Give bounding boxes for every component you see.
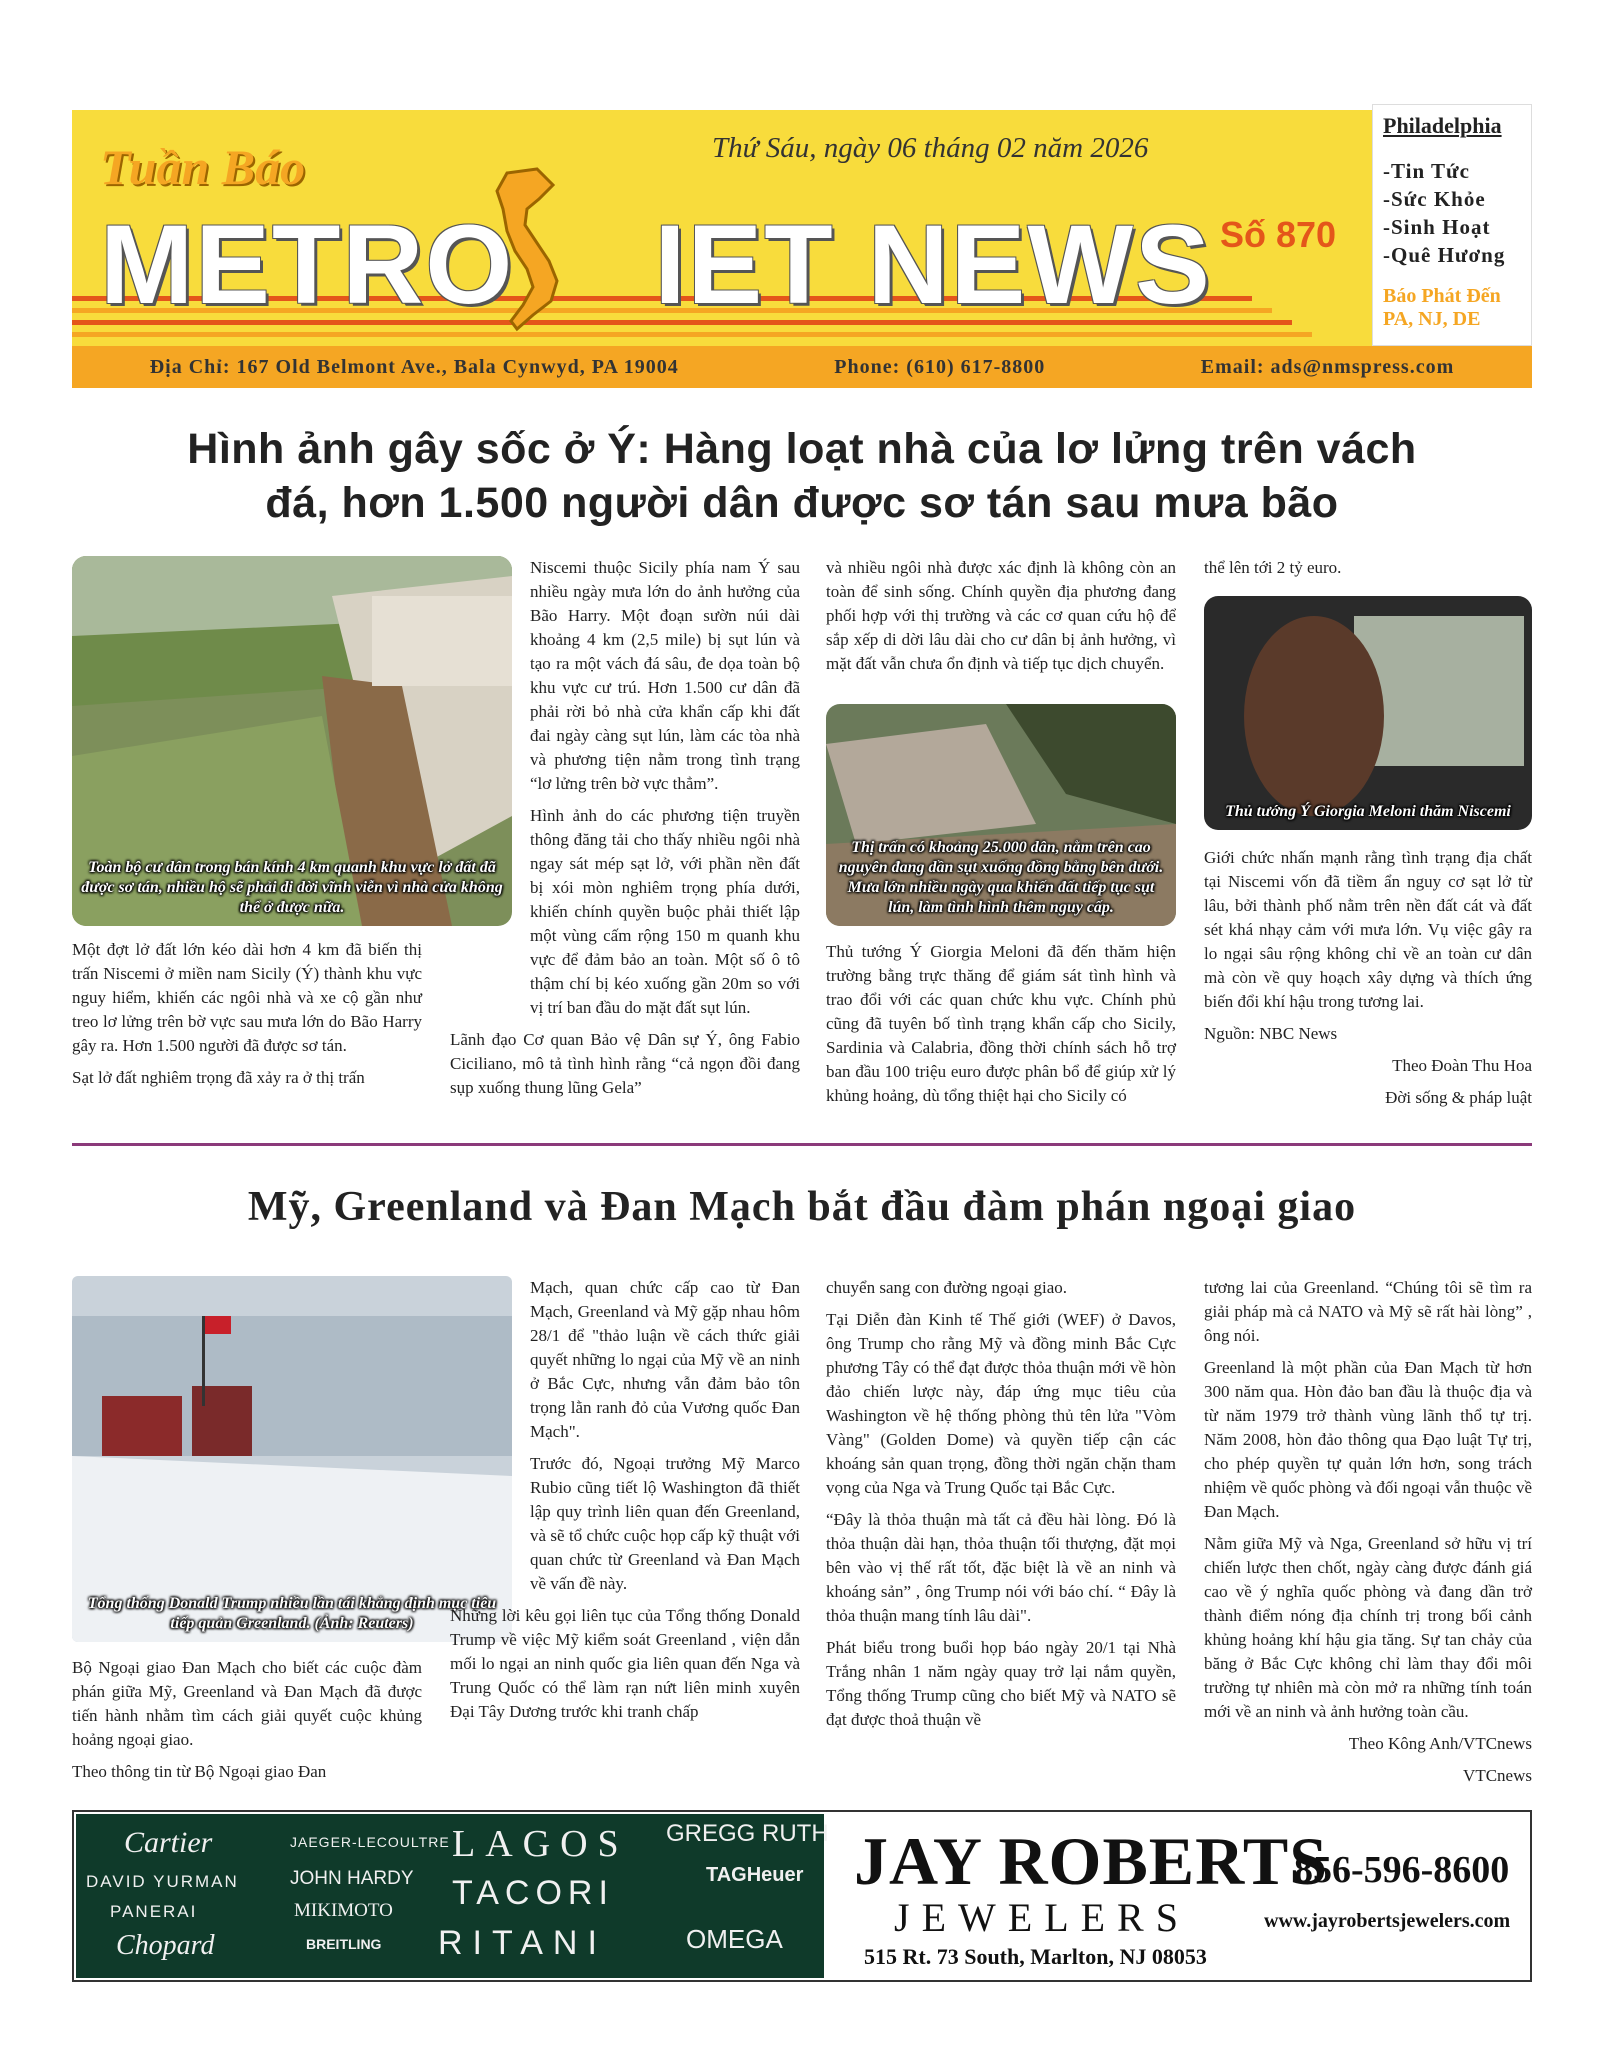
jewelry-advertisement[interactable] xyxy=(72,1810,1532,1982)
paragraph: thể lên tới 2 tỷ euro. xyxy=(1204,558,1342,577)
masthead-stripe xyxy=(72,332,1312,337)
paragraph: Nằm giữa Mỹ và Nga, Greenland sở hữu vị trí chiến lược then chốt, ngày càng được đánh giá cao về ý nghĩa quốc phòng và đang dần trở thành điểm nóng địa chính trị trong bối cảnh khủng hoảng khí hậu gia tăng. Sự tan chảy của băng ở Bắc Cực không chỉ làm thay đổi môi trường tự nhiên mà còn mở ra những tính toán mới về an ninh và ảnh hưởng toàn cầu. xyxy=(1204,1534,1532,1721)
photo-caption: Toàn bộ cư dân trong bán kính 4 km quanh khu vực lở đất đã được sơ tán, nhiều hộ sẽ phải di dời vĩnh viễn vì nhà cửa không thể ở được nữa. xyxy=(81,859,503,916)
article1-headline xyxy=(72,422,1532,530)
paragraph: Lãnh đạo Cơ quan Bảo vệ Dân sự Ý, ông Fabio Ciciliano, mô tả tình hình rằng “cả ngọn đồi đang sụp xuống thung lũng Gela” xyxy=(450,1030,800,1097)
article1-column-4-bottom xyxy=(1204,846,1532,1118)
paragraph: Một đợt lở đất lớn kéo dài hơn 4 km đã biến thị trấn Niscemi ở miền nam Sicily (Ý) thành khu vực nguy hiểm, khiến các ngôi nhà và xe cộ gần như treo lơ lửng trên bờ vực sau mưa lớn do Bão Harry gây ra. Hơn 1.500 người đã được sơ tán. xyxy=(72,940,422,1055)
contact-info xyxy=(72,346,1532,388)
paragraph: Những lời kêu gọi liên tục của Tổng thống Donald Trump về việc Mỹ kiểm soát Greenland , viện dẫn mối lo ngại an ninh quốc gia liên quan đến Nga và Trung Quốc có thể làm rạn nứt liên minh xuyên Đại Tây Dương trước khi tranh chấp xyxy=(450,1606,800,1721)
paragraph: chuyển sang con đường ngoại giao. xyxy=(826,1278,1068,1297)
article2-column-1 xyxy=(72,1656,422,1792)
greenland-image xyxy=(72,1276,512,1642)
brand-logo: TACORI xyxy=(452,1874,614,1912)
section-divider xyxy=(72,1143,1532,1146)
paragraph: “Đây là thỏa thuận mà tất cả đều hài lòng. Đó là thỏa thuận dài hạn, thỏa thuận tối thượng, đặt mọi bên vào vị thế rất tốt, đặc biệt là về an ninh và khoáng sản” , ông Trump nói với báo chí. “ Đây là thỏa thuận mang tính lâu dài". xyxy=(826,1510,1176,1625)
jeweler-phone: 856-596-8600 xyxy=(1294,1849,1510,1891)
photo-caption: Thủ tướng Ý Giorgia Meloni thăm Niscemi xyxy=(1225,803,1511,820)
vietnam-map-icon xyxy=(467,165,587,335)
jeweler-name: JAY ROBERTS xyxy=(854,1823,1329,1899)
paragraph: Tại Diễn đàn Kinh tế Thế giới (WEF) ở Davos, ông Trump cho rằng Mỹ và đồng minh Bắc Cực phương Tây có thể đạt được thỏa thuận mới về hòn đảo chiến lược này, đáp ứng mục tiêu của Washington về hệ thống phòng thủ tên lửa "Vòm Vàng" (Golden Dome) và quyền tiếp cận các khoáng sản quan trọng, đồng thời ngăn chặn tham vọng của Nga và Trung Quốc tại Bắc Cực. xyxy=(826,1310,1176,1497)
meloni-image xyxy=(1204,596,1532,830)
address: Địa Chỉ: 167 Old Belmont Ave., Bala Cynwyd, PA 19004 xyxy=(149,355,679,378)
article2-column-3 xyxy=(826,1276,1176,1740)
masthead-title xyxy=(100,200,1212,329)
publication: VTCnews xyxy=(1463,1766,1532,1785)
issue-date: Thứ Sáu, ngày 06 tháng 02 năm 2026 xyxy=(712,132,1149,164)
meloni-photo xyxy=(1204,596,1532,830)
greenland-photo xyxy=(72,1276,512,1642)
masthead-title-right: IET NEWS xyxy=(654,202,1212,327)
publication: Đời sống & pháp luật xyxy=(1385,1088,1532,1107)
section-item: -Sức Khỏe xyxy=(1383,187,1486,211)
paragraph: Niscemi thuộc Sicily phía nam Ý sau nhiều ngày mưa lớn do ảnh hưởng của Bão Harry. Một đoạn sườn núi dài khoảng 4 km (2,5 mile) bị sụt lún và tạo ra một vách đá sâu, đe dọa toàn bộ khu vực cư trú. Hơn 1.500 cư dân đã phải rời bỏ nhà cửa khẩn cấp khi đất đai ngày càng sụt lún, làm các tòa nhà và phương tiện nằm trong tình trạng “lơ lửng trên bờ vực thẳm”. xyxy=(530,558,800,793)
paragraph: Mạch, quan chức cấp cao từ Đan Mạch, Greenland và Mỹ gặp nhau hôm 28/1 để "thảo luận về cách thức giải quyết những lo ngại của Mỹ về an ninh ở Bắc Cực, nhưng vẫn đảm bảo tôn trọng lằn ranh đỏ của Vương quốc Đan Mạch". xyxy=(530,1278,800,1441)
author: Theo Đoàn Thu Hoa xyxy=(1392,1056,1532,1075)
collapsed-house-photo xyxy=(826,704,1176,926)
masthead-tuan-bao: Tuần Báo xyxy=(100,139,306,195)
phone: Phone: (610) 617-8800 xyxy=(834,355,1046,378)
photo-caption: Thị trấn có khoảng 25.000 dân, nằm trên cao nguyên đang dần sụt xuống đồng bằng bên dưới. Mưa lớn nhiều ngày qua khiến đất tiếp tục sụt lún, làm tình hình thêm nguy cấp. xyxy=(838,839,1164,916)
paragraph: Giới chức nhấn mạnh rằng tình trạng địa chất tại Niscemi vốn đã tiềm ẩn nguy cơ sạt lở từ lâu, bởi thành phố nằm trên nền đất cát và đất sét khá nhạy cảm với mưa lớn. Vụ việc gây ra lo ngại sâu rộng không chỉ về an toàn cư dân mà còn về quy hoạch xây dựng và thích ứng biến đổi khí hậu trong tương lai. xyxy=(1204,848,1532,1011)
paragraph: Trước đó, Ngoại trưởng Mỹ Marco Rubio cũng tiết lộ Washington đã thiết lập quy trình liên quan đến Greenland, và sẽ tổ chức cuộc họp cấp kỹ thuật với quan chức từ Greenland và Đan Mạch về vấn đề này. xyxy=(530,1454,800,1593)
paragraph: Greenland là một phần của Đan Mạch từ hơn 300 năm qua. Hòn đảo ban đầu là thuộc địa và từ năm 1979 trở thành vùng lãnh thổ tự trị. Năm 2008, hòn đảo thông qua Đạo luật Tự trị, cho phép quyền tự quản lớn hơn, song trách nhiệm về quốc phòng và đối ngoại vẫn thuộc về Đan Mạch. xyxy=(1204,1358,1532,1521)
paragraph: Hình ảnh do các phương tiện truyền thông đăng tải cho thấy nhiều ngôi nhà ngay sát mép sạt lở, với phần nền đất bị xói mòn nghiêm trọng phía dưới, khiến chính quyền buộc phải thiết lập một vùng cấm rộng 150 m quanh khu vực để đảm bảo an toàn. Một số ô tô thậm chí bị kéo xuống gần 20m so với vị trí ban đầu do mặt đất sụt lún. xyxy=(530,806,800,1017)
brand-logo: LAGOS xyxy=(452,1823,629,1865)
paragraph: và nhiều ngôi nhà được xác định là không còn an toàn để sinh sống. Chính quyền địa phương đang phối hợp với thị trường và các cơ quan cứu hộ để sắp xếp di dời lâu dài cho cư dân bị ảnh hưởng, vì mặt đất vẫn chưa ổn định và tiếp tục dịch chuyển. xyxy=(826,558,1176,673)
issue-number: Số 870 xyxy=(1220,214,1337,255)
distribution-label: Báo Phát Đến xyxy=(1383,285,1501,307)
brand-logo: GREGG RUTH xyxy=(666,1820,829,1847)
email: Email: ads@nmspress.com xyxy=(1200,355,1455,378)
section-item: -Quê Hương xyxy=(1383,243,1506,267)
brand-logo: TAGHeuer xyxy=(706,1864,804,1886)
brand-logo: Cartier xyxy=(124,1826,213,1859)
paragraph: Sạt lở đất nghiêm trọng đã xảy ra ở thị trấn xyxy=(72,1068,365,1087)
paragraph: Theo thông tin từ Bộ Ngoại giao Đan xyxy=(72,1762,327,1781)
jeweler-subtitle: JEWELERS xyxy=(894,1895,1190,1940)
brand-logo: MIKIMOTO xyxy=(294,1900,393,1921)
article1-column-3-bottom xyxy=(826,940,1176,1116)
brand-logo: PANERAI xyxy=(110,1902,198,1921)
paragraph: tương lai của Greenland. “Chúng tôi sẽ tìm ra giải pháp mà cả NATO và Mỹ sẽ rất hài lòng” , ông nói. xyxy=(1204,1278,1532,1345)
article1-column-3 xyxy=(826,556,1176,684)
paragraph: Thủ tướng Ý Giorgia Meloni đã đến thăm hiện trường bằng trực thăng để giám sát tình hình và trao đổi với các quan chức khu vực. Chính phủ cũng đã tuyên bố tình trạng khẩn cấp cho Sicily, Sardinia và Calabria, đồng thời chính sách hỗ trợ ban đầu 100 triệu euro được phân bổ để giúp xử lý khủng hoảng, dù tổng thiệt hại cho Sicily có xyxy=(826,942,1176,1105)
brand-logo: JOHN HARDY xyxy=(290,1868,414,1889)
brand-logo: OMEGA xyxy=(686,1924,783,1954)
distribution-states: PA, NJ, DE xyxy=(1383,308,1481,330)
section-item: -Tin Tức xyxy=(1383,159,1470,183)
brand-logo: BREITLING xyxy=(306,1936,382,1952)
photo-caption: Tổng thống Donald Trump nhiều lần tái khẳng định mục tiêu tiếp quản Greenland. (Ảnh: Reuters) xyxy=(87,1595,497,1632)
brand-logo: Chopard xyxy=(116,1930,215,1961)
brand-logo: DAVID YURMAN xyxy=(86,1872,239,1891)
masthead-sidebar xyxy=(1372,104,1532,346)
paragraph: Bộ Ngoại giao Đan Mạch cho biết các cuộc đàm phán giữa Mỹ, Greenland và Đan Mạch đã được tiến hành nhằm tìm cách giải quyết cuộc khủng hoảng ngoại giao. xyxy=(72,1658,422,1749)
masthead-title-left: METRO xyxy=(100,202,515,327)
section-item: -Sinh Hoạt xyxy=(1383,215,1491,239)
article1-column-2 xyxy=(450,556,800,1108)
city-label: Philadelphia xyxy=(1383,113,1502,138)
paragraph: Phát biểu trong buổi họp báo ngày 20/1 tại Nhà Trắng nhân 1 năm ngày quay trở lại nắm quyền, Tổng thống Trump cũng cho biết Mỹ và NATO sẽ đạt được thoả thuận về xyxy=(826,1638,1176,1729)
brand-panel xyxy=(76,1814,829,1978)
article2-column-4 xyxy=(1204,1276,1532,1796)
article1-column-1 xyxy=(72,938,422,1098)
brand-logo: JAEGER-LECOULTRE xyxy=(290,1834,450,1850)
headline-line: Hình ảnh gây sốc ở Ý: Hàng loạt nhà của lơ lửng trên vách xyxy=(187,425,1417,473)
article2-column-2 xyxy=(450,1276,800,1732)
source: Nguồn: NBC News xyxy=(1204,1024,1338,1043)
article1-column-4 xyxy=(1204,556,1532,588)
brand-logo: RITANI xyxy=(438,1924,607,1962)
masthead xyxy=(72,110,1532,388)
article2-headline: Mỹ, Greenland và Đan Mạch bắt đầu đàm phán ngoại giao xyxy=(247,1184,1357,1230)
landslide-photo xyxy=(72,556,512,926)
author: Theo Kông Anh/VTCnews xyxy=(1348,1734,1532,1753)
jeweler-address: 515 Rt. 73 South, Marlton, NJ 08053 xyxy=(864,1944,1207,1969)
jeweler-website-link[interactable]: www.jayrobertsjewelers.com xyxy=(1264,1910,1511,1932)
headline-line: đá, hơn 1.500 người dân được sơ tán sau mưa bão xyxy=(265,479,1339,527)
